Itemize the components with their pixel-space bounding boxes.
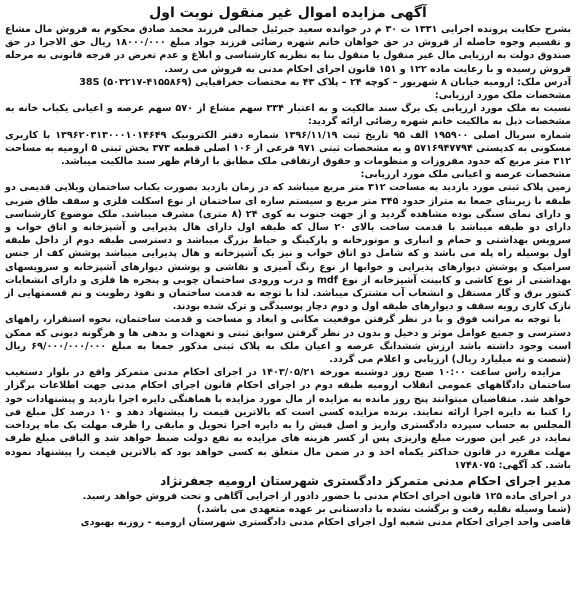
footer-line-2: (شما وسیله نقلیه رفت و برگشت نشده با دادستانی بر عهده متعهدی می باشد.) <box>196 503 571 515</box>
ownership-paragraph: نسبت به ملک مورد ارزیابی یک برگ سند مالکیت و به اعتبار ۳۳۴ سهم مشاع از ۵۷۰ سهم عرصه و اعیانی یکباب خانه به مشخصات ذیل به مالکیت خانم شهره رضائی ارائه گردید: <box>5 103 571 128</box>
auction-paragraph: مزایده راس ساعت ۱۰:۰۰ صبح روز دوشنبه مورخه ۱۴۰۳/۰۵/۲۱ در اجرای احکام مدنی متمرکز واقع در بلوار دستغیب ساختمان دادگاههای عمومی انقلاب ارومیه طبقه دوم در اجرای احکام قانون اجرای احکام مدنی جهت اطلاعات برگزار خواهد شد. متقاضیان میتوانند پنج روز مانده به مزایده از مال مورد مزایده با هماهنگی دایره اجرا بازدید و پیشنهادات خود را کتبا به دایره اجرا ارائه نمایند. برنده مزایده کسی است که بالاترین قیمت را پیشنهاد دهد و ۱۰ درصد کل مبلغ فی المجلس به حساب سپرده دادگستری واریز و اصل فیش را به دایره اجرا تحویل و مابقی را ظرف مهلت یک ماه پرداخت نماید، در غیر این صورت مبلغ واریزی پس از کسر هزینه های مزایده به نفع دولت ضبط خواهد شد و الباقی مبلغ ظرف مهلت مقرره در قانون حداکثر یکماه اخذ و در ضمن مال متعلق به کسی خواهد بود که بالاترین قیمت را پیشنهاد نموده باشد. کد آگهی: ۱۷۴۸۰۷۵ <box>5 367 571 471</box>
footer-line-3: قاضی واحد اجرای احکام مدنی شعبه اول اجرای احکام مدنی دادگستری شهرستان ارومیه - روزبه بهبودی <box>80 516 571 528</box>
valuation-paragraph: با توجه به مراتب فوق و با در نظر گرفتن موقعیت مکانی و ابعاد و مساحت و قدمت ساختمان، نحوه استقرار، راههای دسترسی و جمیع عوامل موثر و دخیل و بدون در نظر گرفتن سوابق ثبتی و تعهدات و بدهی ها و هرگونه دیونی که ممکن است وجود داشته باشد ارزش ششدانگ عرصه و اعیان ملک به پلاک ثبتی مذکور جمعا به مبلغ ۶۹/۰۰۰/۰۰۰/۰۰۰ ریال (شصت و نه میلیارد ریال) ارزیابی و اعلام می گردد. <box>5 314 571 366</box>
notice-title: آگهی مزایده اموال غیر منقول نوبت اول <box>149 5 427 21</box>
deed-paragraph: شماره سریال اصلی ۱۹۵۹۰۰ الف ۹۵ تاریخ ثبت ۱۳۹۶/۱۱/۱۹ شماره دفتر الکترونیک ۱۳۹۶۲۰۳۱۳۰۰۰۱۰۱۴۶۴۹ با کاربری مسکونی به کدپستی ۵۷۱۶۹۴۷۷۹۴ و به مشخصات ثبتی ۹۷۱ فرعی از ۱۰۶ اصلی قطعه ۳۷۳ بخش ثبتی ۵ ارومیه به مساحت ۳۱۲ متر مربع که حدود مفروزات و منظومات و حقوق ارتفاقی ملک مطابق با ارقام ظهر سند مالکیت میباشد. <box>5 129 572 168</box>
signature-line: مدیر اجرای احکام مدنی متمرکز دادگستری شهرستان ارومیه جعفرنژاد <box>160 473 571 488</box>
intro-paragraph: بشرح حکایت پرونده اجرایی ۱۳۳۱ ت ۳۰ م در خوانده سعید جبرئیل جمالی فرزند محمد صادق محکوم به فروش مال مشاع و تقسیم وجوه حاصله از فروش در حق خواهان خانم شهره رضائی فرزند جواد مبلغ ۱۸۰۰۰/۰۰۰ ریال حق الاجرا در حق صندوق دولت به ارزیابی مال غیر منقول یا منقول بنا به نظریه کارشناسی و ابلاغ و عدم تعرض در فرجه قانونی به مرحله فروش رسیده و با رعایت ماده ۱۲۲ و ۱۵۱ قانون اجرای احکام مدنی به فروش می رسد. <box>5 24 571 75</box>
footer-line-1: در اجرای ماده ۱۲۵ قانون اجرای احکام مدنی با حضور دادور از اجرایی آگاهی و تحت فروش خواهد رسید. <box>82 490 571 502</box>
specs-heading-2: مشخصات عرصه و اعیانی ملک مورد ارزیابی: <box>360 169 571 181</box>
description-paragraph: زمین پلاک ثبتی مورد بازدید به مساحت ۳۱۲ متر مربع میباشد که در زمان بازدید بصورت یکباب ساختمان ویلایی قدیمی دو طبقه با زیربنای جمعا به متراژ حدود ۳۴۵ متر مربع و سیستم سازه ای ساختمان از نوع اسکلت فلزی و سقف طاق ضربی و دارای نمای سنگی بوده مشاهده گردید و از جهت جنوب به کوی ۲۴ (۸ متری) مشرف میباشد. ملک موضوع کارشناسی دارای دو طبقه میباشد با قدمت ساخت بالای ۲۰ سال که طبقه اول دارای هال پذیرایی و آشپزخانه و اتاق خواب و سرویس بهداشتی و حمام و انباری و موتورخانه و پارکینگ و حیاط بزرگ میباشد و دسترسی طبقه دوم از داخل طبقه اول بوسیله راه پله می باشد و که شامل دو اتاق خواب و نیز یک آشپزخانه و هال پذیرایی میباشد پوشش کف از جنس سرامیک و پوشش دیوارهای پذیرایی و خوابها از نوع رنگ آمیزی و نقاشی و پوشش دیوارهای آشپزخانه و سرویسهای بهداشتی از نوع کاشی و کابینت آشپزخانه از نوع mdf و درب ورودی ساختمان چوبی و پنجره ها فلزی و دارای انشعابات کنتور برق و گاز مستقل و انشعاب آب مشترک میباشد. لذا با توجه به قدمت ساختمان و نفوذ رطوبت و نم قسمتهایی از نازک کاری رویه سقف و دیوارهای طبقه اول و دوم دچار پوسیدگی و ترک شده بودند. <box>5 182 571 313</box>
specs-heading: مشخصات ملک مورد ارزیابی: <box>434 90 571 102</box>
property-address: آدرس ملک: ارومیه خیابان ۸ شهریور – کوچه ۲۴ – پلاک ۴۳ به مختصات جغرافیایی (۴۱۵۵۸۶۹-۵۰۳۲۱۷) 38S <box>79 76 571 88</box>
